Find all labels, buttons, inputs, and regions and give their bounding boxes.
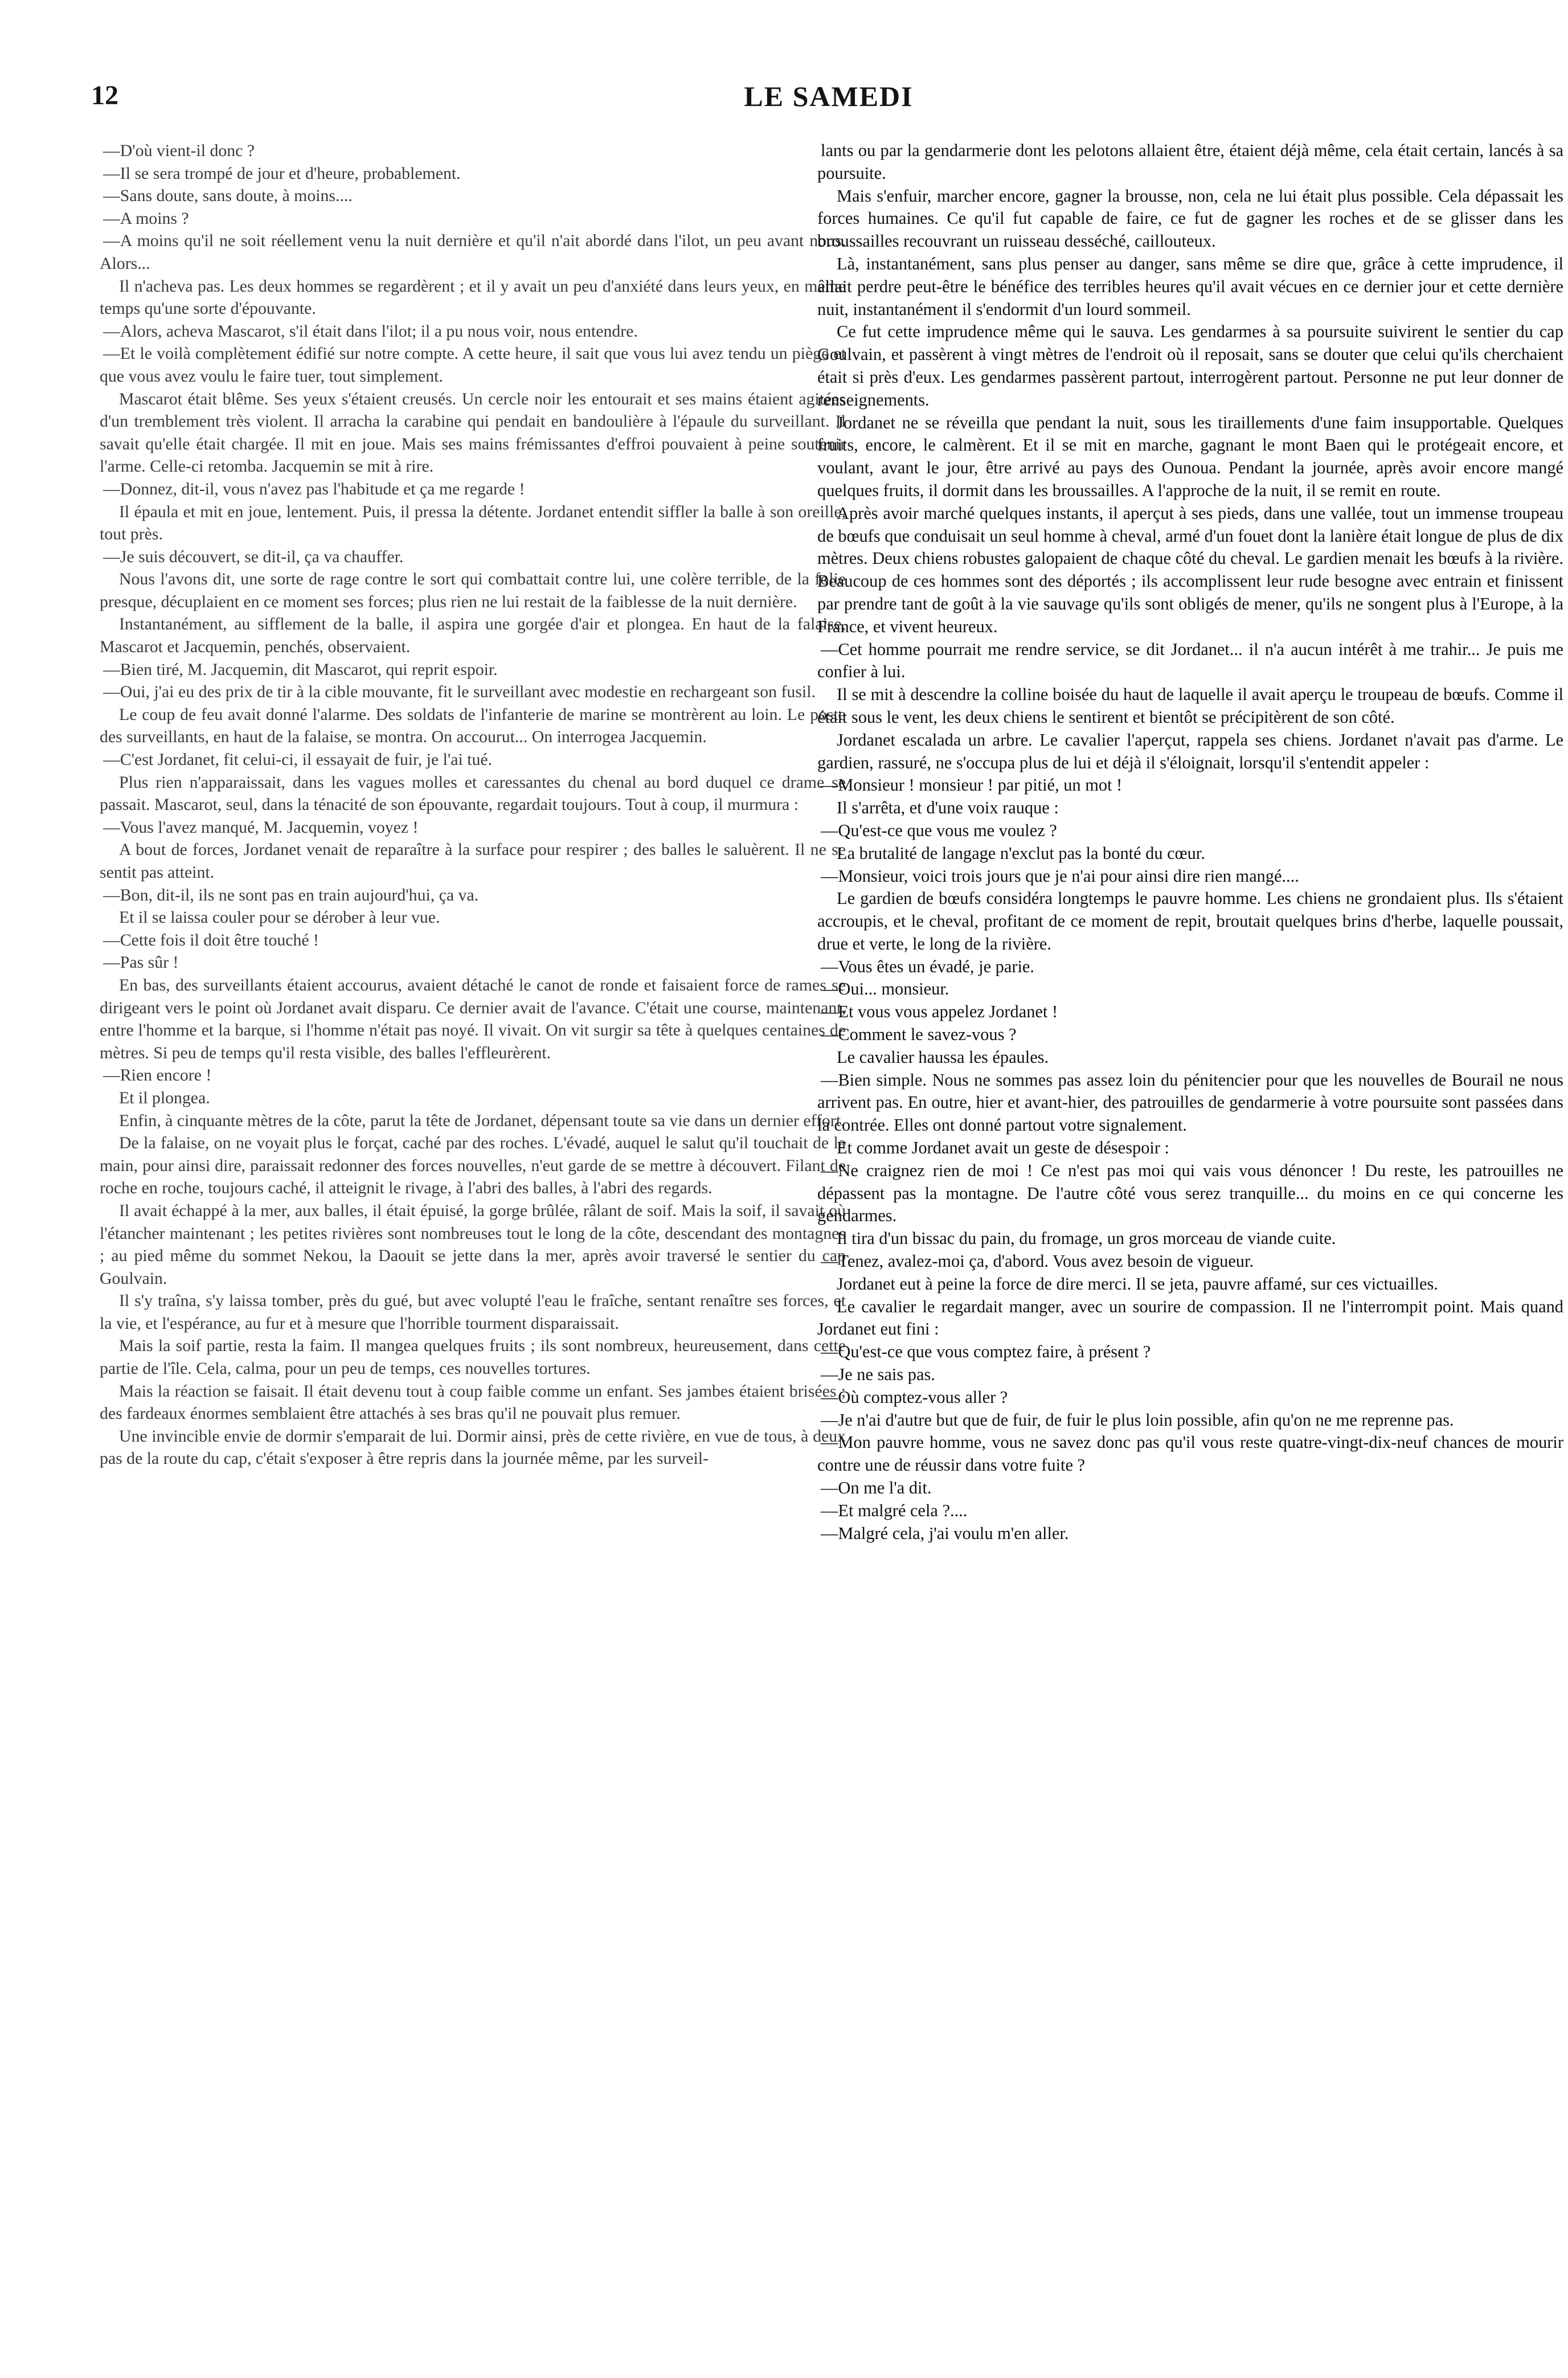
dialogue-paragraph: —Malgré cela, j'ai voulu m'en aller. bbox=[821, 1523, 1069, 1543]
text-paragraph: La brutalité de langage n'exclut pas la bonté du cœur. bbox=[837, 843, 1205, 863]
text-paragraph: Après avoir marché quelques instants, il aperçut à ses pieds, dans une vallée, tout un immense troupeau de bœufs que conduisait un seul homme à cheval, armé d'un fouet dont la lanière était longue de plus de dix mètres. Deux chiens robustes galopaient de chaque côté du cheval. Le gardien menait les bœufs à la rivière. Beaucoup de ces hommes sont des déportés ; ils accomplissent leur rude besogne avec entrain et finissent par prendre tant de goût à la vie sauvage qu'ils sont obligés de mener, qu'ils ne songent plus à l'Europe, à la France, et vivent heureux. bbox=[817, 503, 1563, 636]
dialogue-paragraph: —Bien simple. Nous ne sommes pas assez loin du pénitencier pour que les nouvelles de Bourail ne nous arrivent pas. En outre, hier et avant-hier, des patrouilles de gendarmerie à votre poursuite sont passées dans la contrée. Elles ont donné partout votre signalement. bbox=[817, 1070, 1563, 1135]
dialogue-paragraph: lants ou par la gendarmerie dont les pelotons allaient être, étaient déjà même, cela était certain, lancés à sa poursuite. bbox=[817, 141, 1563, 183]
text-paragraph: Une invincible envie de dormir s'emparait de lui. Dormir ainsi, près de cette rivière, en vue de tous, à deux pas de la route du cap, c'était s'exposer à être repris dans la journée même, par les surveil- bbox=[100, 1426, 846, 1468]
text-paragraph: Mais la soif partie, resta la faim. Il mangea quelques fruits ; ils sont nombreux, heureusement, dans cette partie de l'île. Cela, calma, pour un peu de temps, ces nouvelles tortures. bbox=[100, 1336, 846, 1378]
dialogue-paragraph: —Pas sûr ! bbox=[103, 953, 179, 972]
text-paragraph: Jordanet escalada un arbre. Le cavalier l'aperçut, rappela ses chiens. Jordanet n'avait pas d'arme. Le gardien, rassuré, ne s'occupa plus de lui et déjà il s'éloignait, lorsqu'il s'entendit appeler : bbox=[817, 730, 1563, 772]
right-text-column bbox=[817, 140, 1563, 2344]
text-paragraph: Le cavalier le regardait manger, avec un sourire de compassion. Il ne l'interrompit point. Mais quand Jordanet eut fini : bbox=[817, 1296, 1563, 1339]
dialogue-paragraph: —Bon, dit-il, ils ne sont pas en train aujourd'hui, ça va. bbox=[103, 885, 479, 904]
dialogue-paragraph: —Je suis découvert, se dit-il, ça va chauffer. bbox=[103, 547, 404, 566]
dialogue-paragraph: —Et vous vous appelez Jordanet ! bbox=[821, 1002, 1058, 1022]
text-paragraph: Et il plongea. bbox=[119, 1088, 210, 1107]
dialogue-paragraph: —Rien encore ! bbox=[103, 1066, 212, 1085]
dialogue-paragraph: —Et le voilà complètement édifié sur notre compte. A cette heure, il sait que vous lui avez tendu un piège et que vous avez voulu le faire tuer, tout simplement. bbox=[100, 344, 846, 386]
text-paragraph: Mascarot était blême. Ses yeux s'étaient creusés. Un cercle noir les entourait et ses mains étaient agitées d'un tremblement très violent. Il arracha la carabine qui pendait en bandoulière à l'épaule du surveillant. Il savait qu'elle était chargée. Il mit en joue. Mais ses mains frémissantes d'effroi pouvaient à peine soutenir l'arme. Celle-ci retomba. Jacquemin se mit à rire. bbox=[100, 389, 846, 476]
dialogue-paragraph: —A moins qu'il ne soit réellement venu la nuit dernière et qu'il n'ait abordé dans l'ilot, un peu avant nous. Alors... bbox=[100, 231, 846, 273]
text-paragraph: Et il se laissa couler pour se dérober à leur vue. bbox=[119, 908, 440, 927]
text-paragraph: De la falaise, on ne voyait plus le forçat, caché par des roches. L'évadé, auquel le salut qu'il touchait de la main, pour ainsi dire, paraissait redonner des forces nouvelles, n'eut garde de se mettre à découvert. Filant de roche en roche, toujours caché, il atteignit le rivage, à l'abri des balles, à l'abri des regards. bbox=[100, 1133, 846, 1198]
text-paragraph: Mais s'enfuir, marcher encore, gagner la brousse, non, cela ne lui était plus possible. Cela dépassait les forces humaines. Ce qu'il fut capable de faire, ce fut de gagner les roches et de se glisser dans les broussailles recouvrant un ruisseau desséché, caillouteux. bbox=[817, 186, 1563, 251]
text-paragraph: Jordanet eut à peine la force de dire merci. Il se jeta, pauvre affamé, sur ces victuailles. bbox=[837, 1274, 1438, 1294]
text-paragraph: Le gardien de bœufs considéra longtemps le pauvre homme. Les chiens ne grondaient plus. Ils s'étaient accroupis, et le cheval, profitant de ce moment de repit, broutait quelques brins d'herbe, laquelle poussait, drue et verte, le long de la rivière. bbox=[817, 889, 1563, 953]
dialogue-paragraph: —A moins ? bbox=[103, 208, 189, 228]
text-paragraph: Instantanément, au sifflement de la balle, il aspira une gorgée d'air et plongea. En haut de la falaise, Mascarot et Jacquemin, penchés, observaient. bbox=[100, 615, 846, 657]
text-paragraph: Il tira d'un bissac du pain, du fromage, un gros morceau de viande cuite. bbox=[837, 1229, 1336, 1249]
dialogue-paragraph: —Bien tiré, M. Jacquemin, dit Mascarot, qui reprit espoir. bbox=[103, 660, 498, 679]
text-paragraph: Il n'acheva pas. Les deux hommes se regardèrent ; et il y avait un peu d'anxiété dans leurs yeux, en même temps qu'une sorte d'épouvante. bbox=[100, 276, 846, 318]
left-text-column bbox=[100, 140, 846, 2344]
dialogue-paragraph: —Ne craignez rien de moi ! Ce n'est pas moi qui vais vous dénoncer ! Du reste, les patrouilles ne dépassent pas la montagne. De l'autre côté vous serez tranquille... du moins en ce qui concerne les gendarmes. bbox=[817, 1160, 1563, 1226]
dialogue-paragraph: —Oui, j'ai eu des prix de tir à la cible mouvante, fit le surveillant avec modestie en rechargeant son fusil. bbox=[103, 682, 816, 702]
text-paragraph: Il se mit à descendre la colline boisée du haut de laquelle il avait aperçu le troupeau de bœufs. Comme il était sous le vent, les deux chiens le sentirent et bientôt se précipitèrent de son côté. bbox=[817, 685, 1563, 727]
dialogue-paragraph: —Donnez, dit-il, vous n'avez pas l'habitude et ça me regarde ! bbox=[103, 479, 525, 498]
dialogue-paragraph: —Il se sera trompé de jour et d'heure, probablement. bbox=[103, 163, 461, 183]
dialogue-paragraph: —Alors, acheva Mascarot, s'il était dans l'ilot; il a pu nous voir, nous entendre. bbox=[103, 321, 638, 341]
dialogue-paragraph: —Comment le savez-vous ? bbox=[821, 1025, 1017, 1045]
text-paragraph: Là, instantanément, sans plus penser au danger, sans même se dire que, grâce à cette imprudence, il allait perdre peut-être le bénéfice des terribles heures qu'il avait vécues en ce dernier jour et cette dernière nuit, instantanément il s'endormit d'un lourd sommeil. bbox=[817, 253, 1563, 319]
text-paragraph: Le coup de feu avait donné l'alarme. Des soldats de l'infanterie de marine se montrèrent au loin. Le poste des surveillants, en haut de la falaise, se montra. On accourut... On interrogea Jacquemin. bbox=[100, 705, 846, 747]
text-paragraph: Plus rien n'apparaissait, dans les vagues molles et caressantes du chenal au bord duquel ce drame se passait. Mascarot, seul, dans la ténacité de son épouvante, regardait toujours. Tout à coup, il murmura : bbox=[100, 772, 846, 815]
text-paragraph: A bout de forces, Jordanet venait de reparaître à la surface pour respirer ; des balles le saluèrent. Il ne se sentit pas atteint. bbox=[100, 840, 846, 882]
dialogue-paragraph: —Vous êtes un évadé, je parie. bbox=[821, 956, 1034, 976]
dialogue-paragraph: —Oui... monsieur. bbox=[821, 979, 949, 999]
text-paragraph: Il avait échappé à la mer, aux balles, il était épuisé, la gorge brûlée, râlant de soif. Mais la soif, il savait où l'étancher maintenant ; les petites rivières sont nombreuses tout le long de la côte, descendant des montagnes ; au pied même du sommet Nekou, la Daouit se jette dans la mer, après avoir traversé le sentier du cap Goulvain. bbox=[100, 1201, 846, 1288]
text-paragraph: Enfin, à cinquante mètres de la côte, parut la tête de Jordanet, dépensant toute sa vie dans un dernier effort. bbox=[119, 1111, 845, 1130]
dialogue-paragraph: —D'où vient-il donc ? bbox=[103, 141, 255, 160]
dialogue-paragraph: —Je ne sais pas. bbox=[821, 1365, 935, 1385]
dialogue-paragraph: —Sans doute, sans doute, à moins.... bbox=[103, 186, 353, 206]
dialogue-paragraph: —Cette fois il doit être touché ! bbox=[103, 930, 319, 949]
text-paragraph: Nous l'avons dit, une sorte de rage contre le sort qui combattait contre lui, une colère terrible, de la folie presque, décuplaient en ce moment ses forces; plus rien ne lui restait de la faiblesse de la nuit dernière. bbox=[100, 570, 846, 611]
page-number: 12 bbox=[91, 80, 118, 110]
dialogue-paragraph: —Et malgré cela ?.... bbox=[821, 1500, 968, 1520]
text-paragraph: Il s'y traîna, s'y laissa tomber, près du gué, but avec volupté l'eau le fraîche, sentant renaître ses forces, et la vie, et l'espérance, au fur et à mesure que l'horrible tourment disparaissait. bbox=[100, 1291, 846, 1333]
dialogue-paragraph: —Monsieur, voici trois jours que je n'ai pour ainsi dire rien mangé.... bbox=[821, 866, 1299, 886]
dialogue-paragraph: —Vous l'avez manqué, M. Jacquemin, voyez ! bbox=[103, 817, 419, 837]
dialogue-paragraph: —Je n'ai d'autre but que de fuir, de fuir le plus loin possible, afin qu'on ne me reprenne pas. bbox=[821, 1410, 1454, 1430]
dialogue-paragraph: —Qu'est-ce que vous me voulez ? bbox=[821, 820, 1057, 840]
text-paragraph: Le cavalier haussa les épaules. bbox=[837, 1047, 1049, 1067]
text-paragraph: Et comme Jordanet avait un geste de désespoir : bbox=[837, 1138, 1169, 1158]
text-paragraph: Mais la réaction se faisait. Il était devenu tout à coup faible comme un enfant. Ses jambes étaient brisées ; des fardeaux énormes semblaient être attachés à ses bras qu'il ne pouvait plus remuer. bbox=[100, 1381, 846, 1423]
text-paragraph: Ce fut cette imprudence même qui le sauva. Les gendarmes à sa poursuite suivirent le sentier du cap Goulvain, et passèrent à vingt mètres de l'endroit où il reposait, sans se douter que celui qu'ils cherchaient était si près d'eux. Les gendarmes passèrent partout, interrogèrent partout. Personne ne put leur donner de renseignements. bbox=[817, 322, 1563, 410]
dialogue-paragraph: —Mon pauvre homme, vous ne savez donc pas qu'il vous reste quatre-vingt-dix-neuf chances de mourir contre une de réussir dans votre fuite ? bbox=[817, 1432, 1563, 1475]
text-paragraph: En bas, des surveillants étaient accourus, avaient détaché le canot de ronde et faisaient force de rames se dirigeant vers le point où Jordanet avait disparu. Ce dernier avait de l'avance. C'était une course, maintenant, entre l'homme et la barque, si l'homme n'était pas noyé. Il vivait. On vit surgir sa tête à quelques centaines de mètres. Si peu de temps qu'il resta visible, des balles l'effleurèrent. bbox=[100, 975, 846, 1062]
text-paragraph: Il s'arrêta, et d'une voix rauque : bbox=[837, 798, 1059, 818]
text-paragraph: Jordanet ne se réveilla que pendant la nuit, sous les tiraillements d'une faim insupportable. Quelques fruits, encore, le calmèrent. Et il se mit en marche, gagnant le mont Baen qui le protégeait encore, et voulant, avant le jour, être arrivé au pays des Ounoua. Pendant la journée, après avoir encore mangé quelques fruits, il dormit dans les broussailles. A l'approche de la nuit, il se remit en route. bbox=[817, 412, 1563, 500]
dialogue-paragraph: —On me l'a dit. bbox=[821, 1478, 932, 1498]
dialogue-paragraph: —Tenez, avalez-moi ça, d'abord. Vous avez besoin de vigueur. bbox=[821, 1251, 1254, 1271]
dialogue-paragraph: —C'est Jordanet, fit celui-ci, il essayait de fuir, je l'ai tué. bbox=[103, 750, 493, 770]
dialogue-paragraph: —Qu'est-ce que vous comptez faire, à présent ? bbox=[821, 1342, 1151, 1362]
dialogue-paragraph: —Où comptez-vous aller ? bbox=[821, 1387, 1008, 1407]
journal-title: LE SAMEDI bbox=[744, 80, 914, 112]
dialogue-paragraph: —Cet homme pourrait me rendre service, se dit Jordanet... il n'a aucun intérêt à me trahir... Je puis me confier à lui. bbox=[817, 639, 1563, 682]
page-header bbox=[91, 80, 1566, 125]
dialogue-paragraph: —Monsieur ! monsieur ! par pitié, un mot ! bbox=[821, 775, 1123, 795]
text-paragraph: Il épaula et mit en joue, lentement. Puis, il pressa la détente. Jordanet entendit siffler la balle à son oreille, tout près. bbox=[100, 502, 846, 544]
